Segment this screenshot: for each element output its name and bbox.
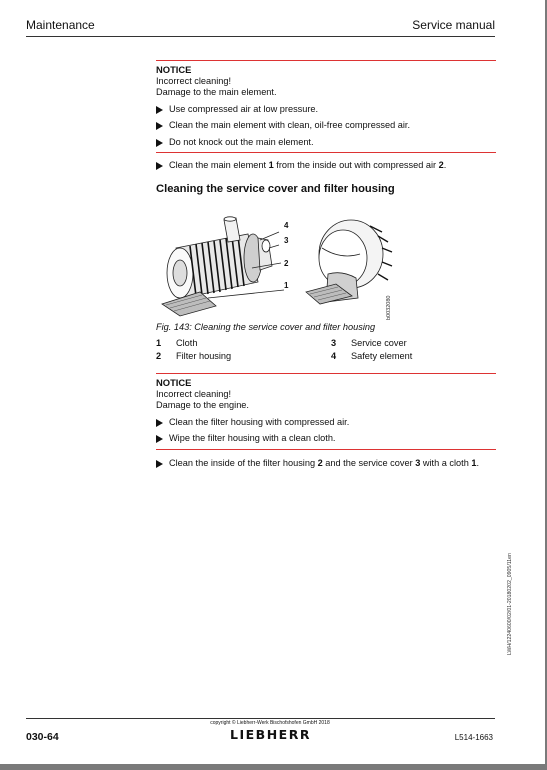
bullet-arrow-icon — [156, 122, 163, 130]
figure-callout: 2 — [284, 259, 289, 268]
bullet-text: Do not knock out the main element. — [169, 136, 314, 147]
figure-code: b0032080 — [386, 295, 392, 320]
instruction-bullet — [156, 120, 496, 132]
instruction-bullet — [156, 417, 496, 429]
legend-number: 2 — [156, 350, 162, 361]
step-text: Clean the inside of the filter housing 2 and the service cover 3 with a cloth 1. — [169, 458, 480, 468]
header-section-title: Maintenance — [26, 18, 95, 32]
legend-label: Cloth — [176, 338, 198, 348]
bullet-arrow-icon — [156, 106, 163, 114]
notice-box — [156, 373, 496, 450]
bullet-arrow-icon — [156, 460, 163, 468]
copyright-notice: copyright © Liebherr-Werk Bischofshofen GmbH 2018 — [210, 720, 330, 726]
figure-illustration — [156, 212, 396, 324]
bullet-arrow-icon — [156, 139, 163, 147]
figure-callout: 1 — [284, 281, 289, 290]
legend-label: Service cover — [351, 338, 407, 348]
notice-text: Damage to the engine. — [156, 400, 249, 410]
instruction-bullet — [156, 104, 496, 116]
header-rule — [26, 36, 495, 37]
figure-legend — [156, 338, 496, 362]
bullet-arrow-icon — [156, 435, 163, 443]
instruction-step — [156, 160, 496, 172]
header-manual-title: Service manual — [412, 18, 495, 32]
legend-number: 1 — [156, 338, 162, 348]
bullet-text: Clean the filter housing with compressed air. — [169, 416, 350, 427]
notice-box — [156, 60, 496, 153]
figure-caption: Fig. 143: Cleaning the service cover and filter housing — [156, 322, 376, 332]
legend-label: Filter housing — [176, 350, 232, 361]
bullet-arrow-icon — [156, 162, 163, 170]
legend-label: Safety element — [351, 350, 413, 361]
notice-text: Incorrect cleaning! — [156, 75, 232, 86]
figure-callout: 3 — [284, 236, 289, 245]
side-document-code: LWH/12240600/02/01-20180202_0905/11en — [507, 553, 513, 655]
instruction-bullet — [156, 433, 496, 445]
bullet-arrow-icon — [156, 419, 163, 427]
instruction-bullet — [156, 137, 496, 149]
filter-housing-drawing — [162, 217, 392, 316]
step-text: Clean the main element 1 from the inside out with compressed air 2. — [169, 160, 447, 170]
instruction-step — [156, 458, 496, 470]
legend-number: 3 — [331, 338, 337, 348]
notice-title: NOTICE — [156, 64, 192, 75]
footer-rule — [26, 718, 495, 719]
section-heading: Cleaning the service cover and filter housing — [156, 183, 395, 195]
notice-text: Damage to the main element. — [156, 87, 277, 97]
notice-title: NOTICE — [156, 377, 192, 388]
bullet-text: Use compressed air at low pressure. — [169, 103, 319, 114]
liebherr-logo: LIEBHERR — [230, 727, 311, 742]
figure-callout: 4 — [284, 221, 289, 230]
page-number: 030-64 — [26, 731, 59, 743]
document-id: L514-1663 — [454, 733, 493, 742]
bullet-text: Clean the main element with clean, oil-free compressed air. — [169, 120, 411, 130]
bullet-text: Wipe the filter housing with a clean cloth. — [169, 433, 336, 443]
legend-number: 4 — [331, 350, 337, 361]
notice-text: Incorrect cleaning! — [156, 388, 232, 399]
